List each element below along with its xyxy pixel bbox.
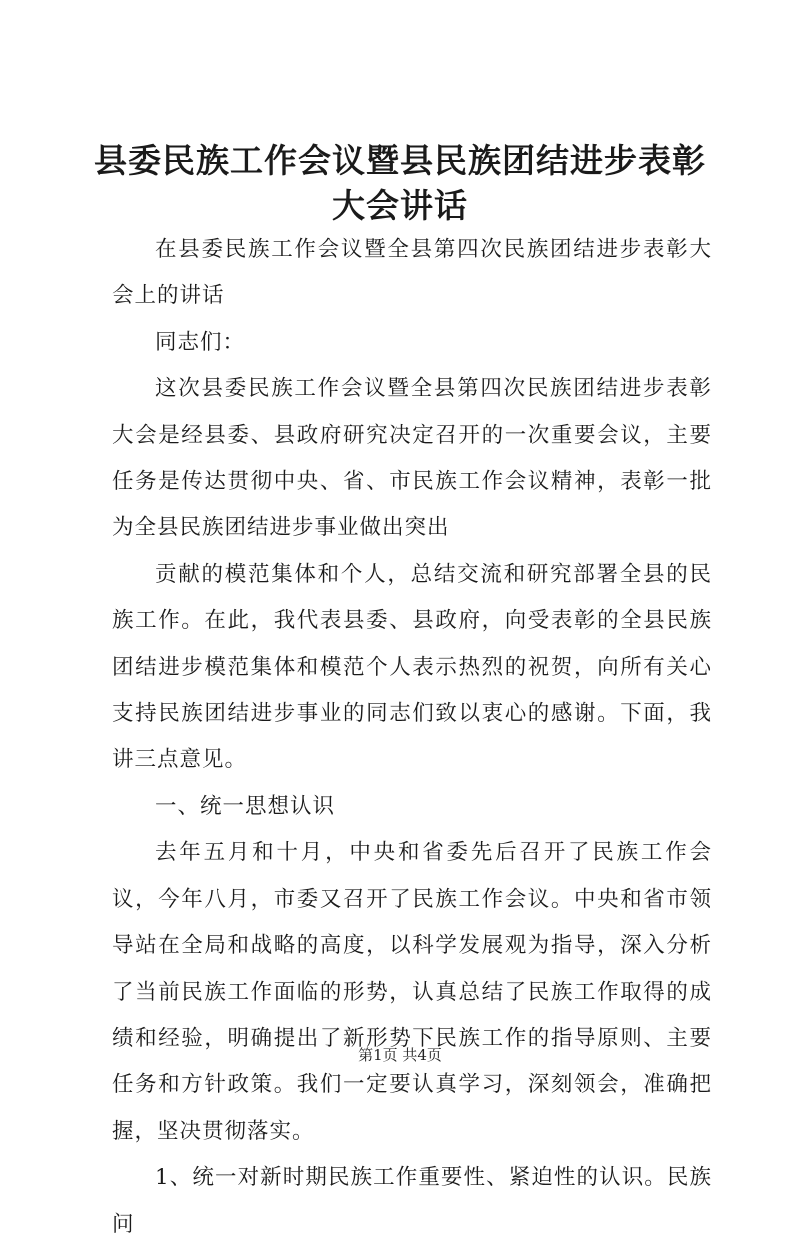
document-body	[112, 227, 712, 1248]
section-heading-1: 一、统一思想认识	[155, 793, 336, 819]
document-title: 县委民族工作会议暨县民族团结进步表彰大会讲话	[94, 141, 706, 225]
paragraph-subtitle: 在县委民族工作会议暨全县第四次民族团结进步表彰大会上的讲话	[112, 237, 712, 309]
paragraph-salutation: 同志们：	[155, 329, 246, 355]
page-footer	[0, 1045, 800, 1065]
paragraph-point-1: 1、统一对新时期民族工作重要性、紧迫性的认识。民族问	[112, 1165, 712, 1237]
page-number-label: 第1页 共4页	[358, 1046, 442, 1064]
paragraph-thanks: 贡献的模范集体和个人，总结交流和研究部署全县的民族工作。在此，我代表县委、县政府，向受表彰的全县民族团结进步模范集体和模范个人表示热烈的祝贺，向所有关心支持民族团结进步事业的同志们致以衷心的感谢。下面，我讲三点意见。	[112, 561, 712, 773]
paragraph-intro: 这次县委民族工作会议暨全县第四次民族团结进步表彰大会是经县委、县政府研究决定召开的一次重要会议，主要任务是传达贯彻中央、省、市民族工作会议精神，表彰一批为全县民族团结进步事业做出突出	[112, 376, 712, 541]
paragraph-background: 去年五月和十月，中央和省委先后召开了民族工作会议，今年八月，市委又召开了民族工作会议。中央和省市领导站在全局和战略的高度，以科学发展观为指导，深入分析了当前民族工作面临的形势，认真总结了民族工作取得的成绩和经验，明确提出了新形势下民族工作的指导原则、主要任务和方针政策。我们一定要认真学习，深刻领会，准确把握，坚决贯彻落实。	[112, 840, 712, 1144]
